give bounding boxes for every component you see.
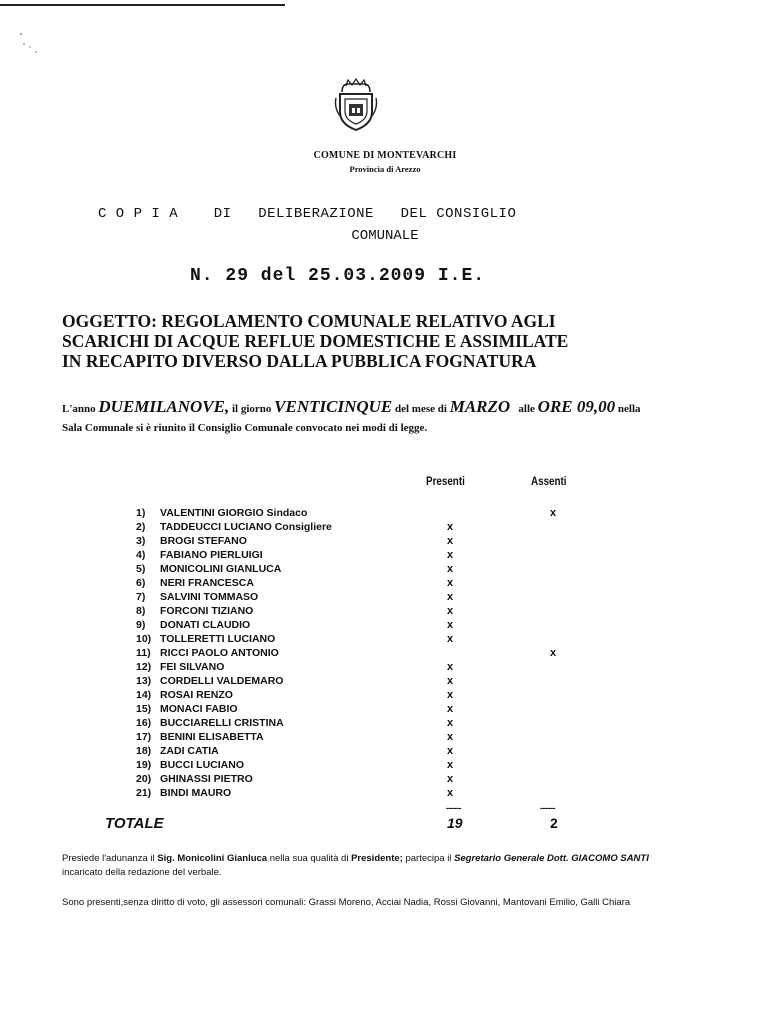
- present-mark: x: [447, 745, 454, 757]
- member-number: 2): [136, 521, 146, 533]
- president-name: Sig. Monicolini Gianluca: [157, 853, 268, 864]
- present-mark: x: [447, 787, 454, 799]
- member-name: FEI SILVANO: [160, 661, 225, 673]
- roll-call-list: [136, 506, 616, 800]
- member-name: BUCCIARELLI CRISTINA: [160, 717, 284, 729]
- president-role: Presidente;: [351, 853, 403, 864]
- member-number: 14): [136, 689, 152, 701]
- present-mark: x: [447, 535, 454, 547]
- present-mark: x: [447, 675, 454, 687]
- member-number: 12): [136, 661, 152, 673]
- member-name: RICCI PAOLO ANTONIO: [160, 647, 279, 659]
- member-number: 16): [136, 717, 152, 729]
- time-value: ORE 09,00: [537, 397, 616, 416]
- present-mark: x: [447, 521, 454, 533]
- present-mark: x: [447, 731, 454, 743]
- member-name: CORDELLI VALDEMARO: [160, 675, 284, 687]
- absent-mark: x: [550, 647, 557, 659]
- member-row: [136, 576, 616, 590]
- day-prefix: il giorno: [231, 403, 272, 415]
- scan-specks: [18, 30, 48, 60]
- member-row: [136, 534, 616, 548]
- member-name: BROGI STEFANO: [160, 535, 247, 547]
- present-mark: x: [447, 703, 454, 715]
- member-row: [136, 758, 616, 772]
- subject-line-3: IN RECAPITO DIVERSO DALLA PUBBLICA FOGNATURA: [62, 351, 537, 371]
- member-name: MONACI FABIO: [160, 703, 238, 715]
- present-mark: x: [447, 549, 454, 561]
- member-number: 6): [136, 577, 146, 589]
- member-number: 8): [136, 605, 146, 617]
- member-number: 19): [136, 759, 152, 771]
- present-mark: x: [447, 633, 454, 645]
- member-name: FORCONI TIZIANO: [160, 605, 254, 617]
- secretary-name: Dott. GIACOMO SANTI: [547, 853, 649, 864]
- member-name: ZADI CATIA: [160, 745, 219, 757]
- year-value: DUEMILANOVE,: [98, 397, 230, 416]
- document-type-title: C O P I A DI DELIBERAZIONE DEL CONSIGLIO: [98, 206, 517, 222]
- member-row: [136, 660, 616, 674]
- member-name: FABIANO PIERLUIGI: [160, 549, 263, 561]
- member-number: 3): [136, 535, 146, 547]
- member-name: TADDEUCCI LUCIANO Consigliere: [160, 521, 332, 533]
- absent-total-rule: ------: [540, 803, 555, 813]
- member-number: 4): [136, 549, 146, 561]
- member-row: [136, 646, 616, 660]
- member-name: BUCCI LUCIANO: [160, 759, 244, 771]
- province-name: Provincia di Arezzo: [349, 164, 421, 174]
- member-row: [136, 688, 616, 702]
- member-name: DONATI CLAUDIO: [160, 619, 251, 631]
- member-number: 11): [136, 647, 151, 659]
- total-present: 19: [447, 815, 463, 831]
- document-type-title-line2: COMUNALE: [351, 228, 419, 244]
- month-prefix: del mese di: [395, 403, 447, 415]
- time-prefix: alle: [518, 403, 535, 415]
- member-number: 5): [136, 563, 146, 575]
- presidency-text-2: nella sua qualità di: [269, 853, 349, 864]
- member-row: [136, 548, 616, 562]
- member-row: [136, 674, 616, 688]
- coat-of-arms-icon: [334, 78, 378, 134]
- present-mark: x: [447, 661, 454, 673]
- member-row: [136, 744, 616, 758]
- member-name: GHINASSI PIETRO: [160, 773, 253, 785]
- member-row: [136, 604, 616, 618]
- member-number: 20): [136, 773, 152, 785]
- present-mark: x: [447, 773, 454, 785]
- absent-mark: x: [550, 507, 557, 519]
- member-name: NERI FRANCESCA: [160, 577, 254, 589]
- day-value: VENTICINQUE: [274, 397, 393, 416]
- secretary-duty-text: incaricato della redazione del verbale.: [62, 867, 222, 878]
- deliberation-number: N. 29 del 25.03.2009 I.E.: [190, 266, 486, 286]
- member-name: VALENTINI GIORGIO Sindaco: [160, 507, 308, 519]
- member-row: [136, 772, 616, 786]
- member-row: [136, 520, 616, 534]
- member-number: 15): [136, 703, 152, 715]
- present-mark: x: [447, 759, 454, 771]
- member-name: BENINI ELISABETTA: [160, 731, 264, 743]
- member-number: 13): [136, 675, 152, 687]
- absent-column-header: Assenti: [531, 474, 567, 488]
- scan-edge-line: [0, 4, 285, 6]
- present-column-header: Presenti: [426, 474, 465, 488]
- member-number: 10): [136, 633, 152, 645]
- member-row: [136, 716, 616, 730]
- member-row: [136, 730, 616, 744]
- subject-line-1: OGGETTO: REGOLAMENTO COMUNALE RELATIVO AGLI: [62, 311, 556, 331]
- member-row: [136, 618, 616, 632]
- member-name: MONICOLINI GIANLUCA: [160, 563, 282, 575]
- member-number: 17): [136, 731, 152, 743]
- member-row: [136, 590, 616, 604]
- present-mark: x: [447, 577, 454, 589]
- present-mark: x: [447, 591, 454, 603]
- member-name: BINDI MAURO: [160, 787, 232, 799]
- secretary-role: Segretario Generale: [454, 853, 545, 864]
- member-number: 21): [136, 787, 152, 799]
- total-label: TOTALE: [105, 815, 164, 832]
- presidency-text-3: partecipa il: [405, 853, 452, 864]
- member-row: [136, 506, 616, 520]
- member-row: [136, 702, 616, 716]
- member-number: 18): [136, 745, 152, 757]
- presidency-text: Presiede l'adunanza il: [62, 853, 155, 864]
- member-row: [136, 632, 616, 646]
- member-row: [136, 562, 616, 576]
- assessors-paragraph: Sono presenti,senza diritto di voto, gli assessori comunali: Grassi Moreno, Acciai Nadia, Rossi Giovanni, Mantovani Emilio, Galli Chiara: [62, 897, 631, 908]
- presidency-paragraph: [62, 852, 662, 880]
- subject-block: [62, 311, 662, 371]
- present-mark: x: [447, 563, 454, 575]
- present-mark: x: [447, 619, 454, 631]
- member-name: SALVINI TOMMASO: [160, 591, 259, 603]
- member-number: 1): [136, 507, 146, 519]
- month-value: MARZO: [449, 397, 511, 416]
- year-prefix: L'anno: [62, 403, 96, 415]
- present-mark: x: [447, 605, 454, 617]
- member-row: [136, 786, 616, 800]
- meeting-location-text: nella Sala Comunale si è riunito il Consiglio Comunale convocato nei modi di legge.: [62, 403, 641, 434]
- subject-line-2: SCARICHI DI ACQUE REFLUE DOMESTICHE E ASSIMILATE: [62, 331, 569, 351]
- present-total-rule: ------: [446, 803, 461, 813]
- member-number: 9): [136, 619, 146, 631]
- present-mark: x: [447, 689, 454, 701]
- municipality-name: COMUNE DI MONTEVARCHI: [313, 150, 457, 161]
- present-mark: x: [447, 717, 454, 729]
- member-number: 7): [136, 591, 146, 603]
- member-name: TOLLERETTI LUCIANO: [160, 633, 276, 645]
- member-name: ROSAI RENZO: [160, 689, 233, 701]
- meeting-intro: [62, 397, 654, 438]
- total-absent: 2: [550, 815, 558, 831]
